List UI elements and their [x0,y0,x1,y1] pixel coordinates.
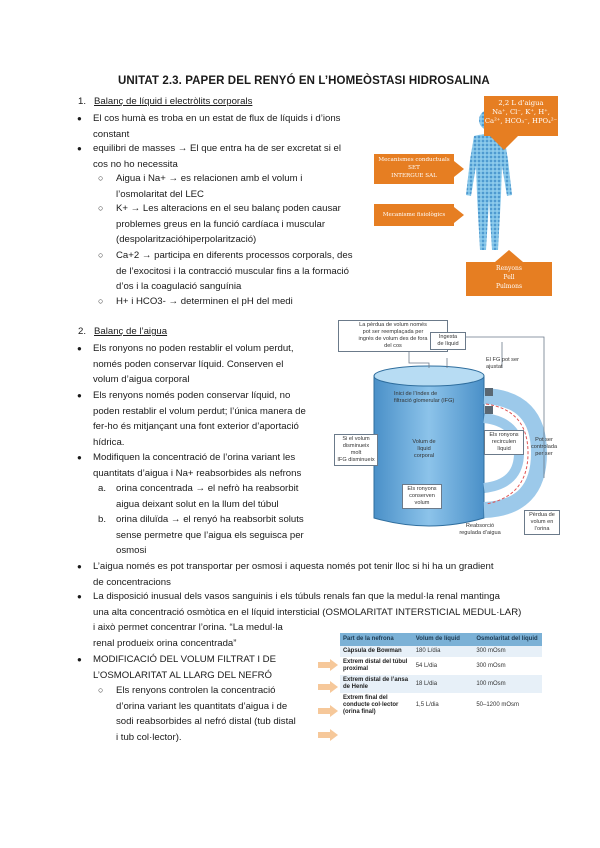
s2-bullet-2-line: Els renyons només poden conservar líquid, no [93,390,291,401]
urine-loss-label [524,510,560,535]
s2-bullet-6-line: MODIFICACIÓ DEL VOLUM FILTRAT I DE [93,654,277,665]
bullet-dot-icon: ● [77,592,82,601]
s2-alpha-a [98,481,299,512]
s2-alpha-b [98,512,304,559]
table-row [340,693,542,718]
s1-sub-2-line: K+ → Les alteracions en el seu balanç poden causar [116,203,341,214]
fig2-line: Ingesta [438,334,458,340]
fig2-line: l’orina [534,526,550,532]
excretion-line: Renyons [496,265,522,272]
fig2-line: Pèrdua de [529,512,555,518]
fig2-line: volum [414,500,430,506]
excretion-box [466,262,552,296]
s1-sub-4 [98,294,293,310]
arrow-right-icon [318,659,338,671]
kidneys-recirculate-label [484,430,524,455]
behavioral-mechanism-box [374,154,454,184]
fig2-line: regulada d’aigua [459,530,501,536]
section-1-title: Balanç de líquid i electròlits corporals [94,96,253,107]
s2-sub-circle-line: sodi reabsorbides al nefró distal (tub distal [116,716,296,727]
list-marker-b: b. [98,514,107,525]
section-2-number: 2. [78,326,87,337]
fig2-line: conserven [409,493,435,499]
s2-bullet-5-line: i això permet concentrar l’orina. “La medul·la [93,622,283,633]
fig2-line: líquid [417,446,431,452]
physiological-line: Mecanisme fisiològics [382,212,446,218]
bullet-dot-icon: ● [77,655,82,664]
fig2-line: per ser [535,451,553,457]
table-row [340,675,542,693]
s2-bullet-6-line: L’OSMOLARITAT AL LLARG DEL NEFRÓ [93,669,272,681]
section-1-number: 1. [78,96,87,107]
fig2-line: El FG pot ser [486,357,519,363]
table-cell: 1,5 L/dia [413,693,474,718]
fig2-line: pot ser reemplaçada per [362,329,424,335]
s2-bullet-1-line: volum d’aigua corporal [93,374,190,385]
table-cell: Extrem distal de l’ansa de Henle [340,675,413,693]
behavioral-line: SET [408,165,420,171]
table-arrows [318,655,338,745]
behavioral-line: INTERGUE SAL [391,173,437,179]
table-cell: Extrem final del conducte col·lector (orina final) [340,693,413,718]
s1-bullet-2 [77,141,341,172]
intake-box [484,96,558,136]
fig2-line: de líquid [437,341,459,347]
table-cell: 300 mOsm [473,657,542,675]
s1-sub-1-line: Aigua i Na+ → es relacionen amb el volum i [116,173,303,184]
s2-bullet-3 [77,450,302,481]
gfr-adjust-label [484,356,532,372]
bullet-dot-icon: ● [77,453,82,462]
bullet-dot-icon: ● [77,114,82,123]
s2-sub-circle-line: i tub col·lector). [116,731,182,743]
fig2-line: Pot ser [535,437,553,443]
s2-bullet-2-line: poden restablir el volum perdut; l’única manera de [93,405,306,417]
bullet-circle-icon: ○ [98,250,104,260]
bullet-dot-icon: ● [77,562,82,571]
s2-alpha-a-line: aigua deixant solut en la llum del túbul [116,498,279,510]
table-cell: Càpsula de Bowman [340,646,413,657]
arrow-down-icon [490,136,518,150]
intake-line: 2,2 L d’aigua [498,99,544,107]
s1-bullet-2-line: equilibri de masses → El que entra ha de ser excretat si el [93,143,341,154]
table-header: Volum de líquid [413,633,474,646]
section-2-heading [78,326,167,337]
behavioral-line: Mecanismes conductuals [378,157,450,163]
s1-sub-2-line: problemes greus en la funció cardíaca i muscular [116,218,326,230]
table-cell: 180 L/dia [413,646,474,657]
s2-alpha-b-line: sense permetre que l’aigua els seguisca per [116,529,304,541]
fig2-line: ajustat [486,364,503,370]
s2-bullet-2-line: hídrica. [93,436,125,448]
kidneys-conserve-label [402,484,442,509]
fig2-line: recirculen [491,439,517,445]
s2-bullet-5-line: renal produeix orina concentrada” [93,637,237,649]
s1-sub-2-line: (despolaritzacióhiperpolarització) [116,234,257,245]
table-cell: 100 mOsm [473,675,542,693]
bullet-circle-icon: ○ [98,173,104,183]
s1-sub-1-line: l’osmolaritat del LEC [116,188,204,200]
list-marker-a: a. [98,483,107,494]
s2-bullet-3-line: Modifiquen la concentració de l’orina variant les [93,452,296,463]
s1-sub-3-line: de l’exocitosi i la contracció muscular fins a la formació [116,265,350,277]
s2-bullet-5-line: La disposició inusual dels vasos sanguinis i els túbuls renals fan que la medul·la renal mantinga [93,591,500,602]
nephron-table [340,633,542,718]
s1-sub-4-line: H+ i HCO3- → determinen el pH del medi [116,296,293,307]
fig2-line: filtració glomerular (IFG) [394,398,455,404]
fig2-line: IFG disminueix [337,457,375,463]
body-fluid-figure [374,96,558,296]
fig2-line: del cos [384,343,402,349]
excretion-line: Pell [503,274,515,281]
intake-line: Ca²⁺, HCO₃⁻, HPO₄²⁻ [484,117,558,125]
bullet-circle-icon: ○ [98,685,104,695]
s2-bullet-2-line: fer-ho és mitjançant una font exterior d’aportació [93,421,299,432]
physiological-mechanism-box [374,204,454,226]
fig2-line: Si el volum [342,436,370,442]
fig2-line: La pèrdua de volum només [359,322,427,328]
s2-bullet-4 [77,559,494,590]
body-fluid-volume-label [404,438,444,461]
table-header: Part de la nefrona [340,633,413,646]
fig2-line: Inici de l’índex de [394,391,438,397]
fig2-line: volum en [530,519,554,525]
s2-alpha-a-line: orina concentrada → el nefrò ha reabsorbit [116,483,299,494]
table-row [340,646,542,657]
arrow-right-icon [318,681,338,693]
s1-sub-3 [98,248,353,295]
arrow-right-icon [318,729,338,741]
bullet-dot-icon: ● [77,144,82,153]
water-reabsorption-label [450,522,510,538]
page-title: UNITAT 2.3. PAPER DEL RENYÓ EN L’HOMEÒSTASI HIDROSALINA [118,75,490,87]
table-cell: 54 L/dia [413,657,474,675]
fig2-line: corporal [413,453,435,459]
table-cell: 300 mOsm [473,646,542,657]
s2-bullet-4-line: de concentracions [93,576,171,588]
s2-bullet-1-line: només poden conservar líquid. Conserven el [93,358,284,370]
s2-bullet-1-line: Els ronyons no poden restablir el volum perdut, [93,343,294,354]
fluid-intake-label [430,332,466,350]
s2-bullet-3-line: quantitats d’aigua i Na+ reabsorbides als nefrons [93,467,302,479]
s1-sub-1 [98,171,303,202]
fig2-line: Els ronyons [489,432,519,438]
s2-sub-circle-line: Els renyons controlen la concentració [116,685,276,696]
bullet-circle-icon: ○ [98,296,104,306]
s2-alpha-b-line: orina diluïda → el renyó ha reabsorbit soluts [116,514,304,525]
s1-bullet-2-line: cos no ho necessita [93,158,178,170]
s1-bullet-1 [77,111,341,142]
table-header-row [340,633,542,646]
table-cell: 18 L/dia [413,675,474,693]
s2-sub-circle-line: d’orina variant les quantitats d’aigua i de [116,700,288,712]
bullet-dot-icon: ● [77,344,82,353]
excretion-line: Pulmons [495,283,523,290]
table-cell: 50–1200 mOsm [473,693,542,718]
fig2-line: ingrés de volum des de fora [358,336,428,342]
fig2-line: líquid [497,446,511,452]
s1-sub-3-line: d’os i la coagulació sanguínia [116,281,242,292]
controlled-label [526,436,562,459]
gfr-index-label [392,390,472,406]
section-1-heading [78,96,252,107]
s2-alpha-b-line: osmosi [116,545,147,556]
s2-sub-circle [98,683,296,745]
s1-bullet-1-line: El cos humà es troba en un estat de flux de líquids i d’ions [93,113,341,124]
s2-bullet-4-line: L’aigua només es pot transportar per osmosi i aquesta només pot tenir lloc si hi ha un gradient [93,561,494,572]
fig2-line: Volum de [412,439,436,445]
table-row [340,657,542,675]
bullet-dot-icon: ● [77,391,82,400]
fig2-line: disminueix molt [342,443,370,456]
s1-sub-2 [98,201,341,248]
s2-bullet-6 [77,652,277,683]
s2-bullet-2 [77,388,306,450]
s1-bullet-1-line: constant [93,128,130,140]
intake-line: Na⁺, Cl⁻, K⁺, H⁺, [492,108,550,116]
table-cell: Extrem distal del túbul proximal [340,657,413,675]
fig2-line: controlada [530,444,558,450]
table-header: Osmolaritat del líquid [473,633,542,646]
water-balance-figure [334,318,562,544]
fig2-line: Els ronyons [407,486,437,492]
volume-decrease-label [334,434,378,466]
section-2-title: Balanç de l’aigua [94,326,168,337]
fig2-line: Reabsorció [465,523,495,529]
arrow-right-icon [318,705,338,717]
s1-sub-3-line: Ca+2 → participa en diferents processos corporals, des [116,250,353,261]
s2-bullet-1 [77,341,294,388]
s2-bullet-5-line: una alta concentració osmòtica en el líquid intersticial (OSMOLARITAT INTERSTICIAL MEDUL·LAR) [93,606,522,618]
bullet-circle-icon: ○ [98,203,104,213]
